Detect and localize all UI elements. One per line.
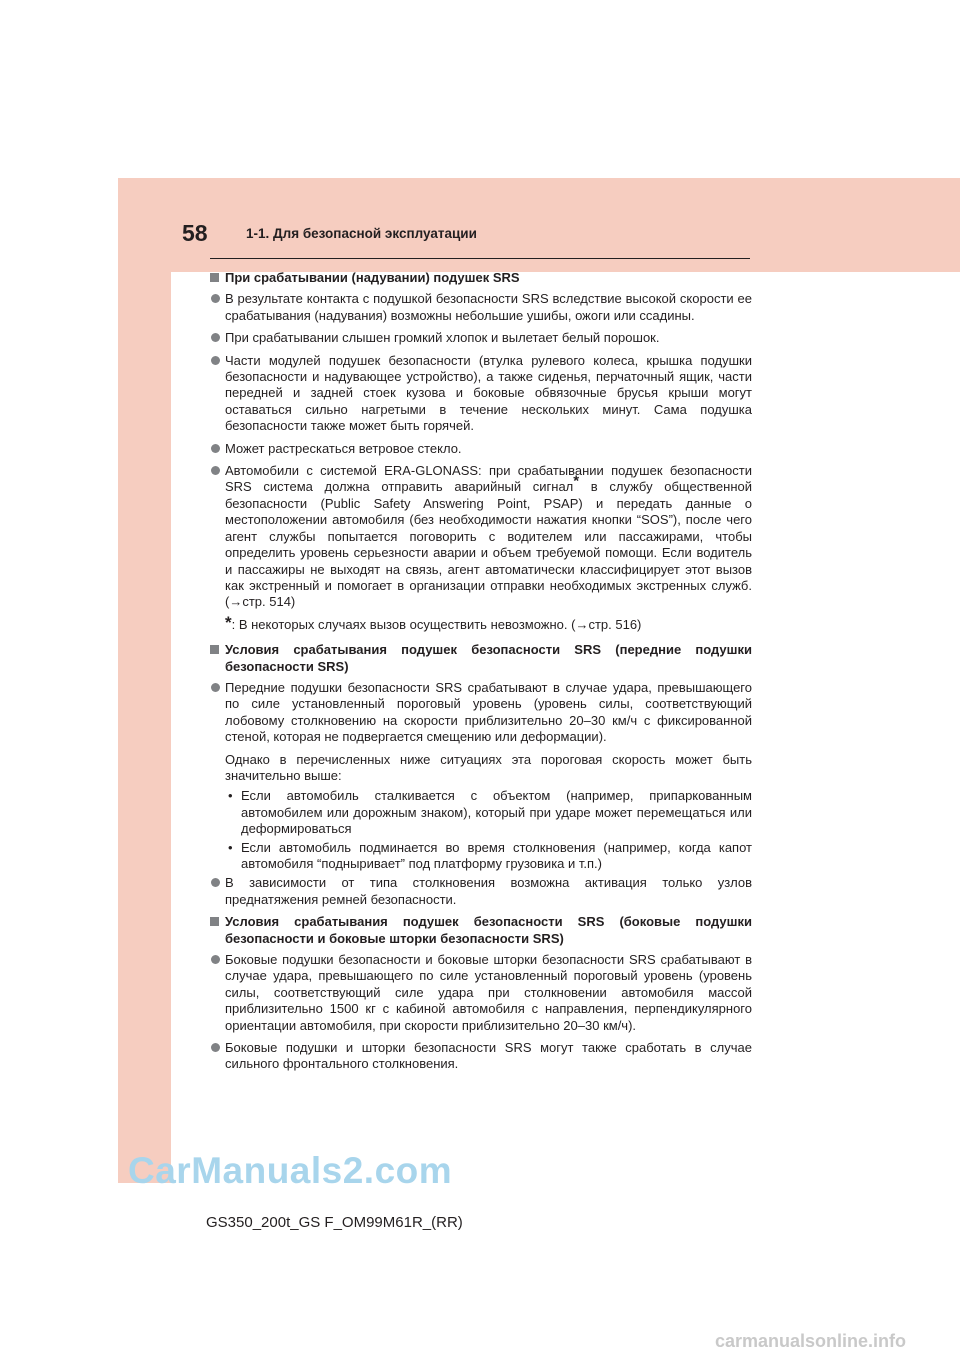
circle-bullet-icon	[211, 466, 220, 475]
footnote	[210, 612, 752, 633]
list-item-text: Если автомобиль подминается во время столкновения (например, когда капот автомобиля “подныривает” под платформу грузовика и т.п.)	[241, 839, 752, 871]
document-code: GS350_200t_GS F_OM99M61R_(RR)	[206, 1214, 463, 1231]
bullet-item-era-glonass	[210, 463, 752, 611]
bullet-text: В результате контакта с подушкой безопасности SRS вследствие высокой скорости ее срабатывания (надувания) возможны небольшие ушибы, ожоги или ссадины.	[225, 291, 752, 323]
manual-content	[210, 270, 752, 1079]
circle-bullet-icon	[211, 1043, 220, 1052]
bullet-text: При срабатывании слышен громкий хлопок и вылетает белый порошок.	[225, 330, 660, 346]
watermark-logo: CarManuals2.com	[128, 1150, 453, 1191]
circle-bullet-icon	[211, 356, 220, 365]
bullet-item	[210, 1040, 752, 1073]
bullet-text: Боковые подушки безопасности и боковые шторки безопасности SRS срабатывают в случае удара, превышающего по силе установленный пороговый уровень (уровень силы, соответствующий силе удара при столкновении автомобиля массой приблизительно 1500 кг с кабиной автомобиля с направления, перпендикулярного ориентации автомобиля, при скорости приблизительно 20–30 км/ч).	[225, 952, 752, 1033]
heading-side-airbag-conditions	[210, 914, 752, 947]
circle-bullet-icon	[211, 444, 220, 453]
list-marker: •	[228, 839, 233, 855]
circle-bullet-icon	[211, 333, 220, 342]
section-title: 1-1. Для безопасной эксплуатации	[246, 226, 477, 241]
circle-bullet-icon	[211, 878, 220, 887]
bullet-text: Боковые подушки и шторки безопасности SRS могут также сработать в случае сильного фронтального столкновения.	[225, 1040, 752, 1072]
footnote-asterisk: *	[225, 612, 232, 632]
bullet-text: В зависимости от типа столкновения возможна активация только узлов преднатяжения ремней безопасности.	[225, 875, 752, 907]
bullet-text: Части модулей подушек безопасности (втулка рулевого колеса, крышка подушки безопасности и надувающее устройство), а также сиденья, перчаточный ящик, части передней и задней стоек кузова и боковые обвязочные брусья крыши могут оставаться сильно нагретыми в течение нескольких минут. Сама подушка безопасности также может быть горячей.	[225, 352, 752, 434]
circle-bullet-icon	[211, 683, 220, 692]
bullet-text: Может растрескаться ветровое стекло.	[225, 440, 462, 456]
condition-list	[210, 788, 752, 872]
heading-text: При срабатывании (надувании) подушек SRS	[225, 270, 520, 285]
bullet-item	[210, 680, 752, 746]
list-item	[225, 788, 752, 837]
bullet-text: Передние подушки безопасности SRS срабатывают в случае удара, превышающего по силе установленный пороговый уровень (уровень силы, соответствующий лобовому столкновению на скорости приблизительно 20–30 км/ч с фиксированной стеной, которая не подвергается смещению или деформации).	[225, 679, 752, 745]
bullet-text: Автомобили с системой ERA-GLONASS: при срабатывании подушек безопасности SRS система должна отправить аварийный сигнал	[225, 463, 752, 495]
footnote-asterisk-icon: *	[573, 473, 580, 491]
square-bullet-icon	[210, 645, 219, 654]
site-watermark: carmanualsonline.info	[715, 1331, 907, 1351]
bullet-item	[210, 875, 752, 908]
bullet-item	[210, 441, 752, 457]
bullet-item	[210, 353, 752, 435]
square-bullet-icon	[210, 917, 219, 926]
circle-bullet-icon	[211, 955, 220, 964]
bullet-text-continued: в службу общественной безопасности (Public Safety Answering Point, PSAP) и передать данные о местоположении автомобиля (без необходимости нажатия кнопки “SOS”), после чего агент службы попытается поговорить с водителем или пассажирами, чтобы определить уровень серьезности аварии и объем требуемой помощи. Если водитель и пассажиры не выходят на связь, агент автоматически классифицирует этот вызов как экстренный и помогает в организации отправки необходимых экстренных служб. (→стр. 514)	[225, 479, 752, 610]
bullet-item	[210, 330, 752, 346]
bullet-item	[210, 952, 752, 1034]
bullet-item	[210, 291, 752, 324]
list-item-text: Если автомобиль сталкивается с объектом (например, припаркованным автомобилем или дорожным знаком), который при ударе может перемещаться или деформироваться	[241, 788, 752, 837]
list-marker: •	[228, 788, 233, 804]
footnote-text: : В некоторых случаях вызов осуществить невозможно. (→стр. 516)	[231, 616, 642, 632]
heading-front-airbag-conditions	[210, 642, 752, 675]
header-rule	[210, 258, 750, 259]
heading-airbag-deployment	[210, 270, 752, 286]
heading-text: Условия срабатывания подушек безопасности SRS (боковые подушки безопасности и боковые шторки безопасности SRS)	[225, 914, 752, 946]
heading-text: Условия срабатывания подушек безопасности SRS (передние подушки безопасности SRS)	[225, 642, 752, 674]
circle-bullet-icon	[211, 294, 220, 303]
sub-paragraph: Однако в перечисленных ниже ситуациях эта пороговая скорость может быть значительно выше:	[225, 751, 752, 783]
side-color-band	[118, 178, 171, 1183]
list-item	[225, 840, 752, 873]
square-bullet-icon	[210, 273, 219, 282]
page-number: 58	[182, 220, 208, 246]
